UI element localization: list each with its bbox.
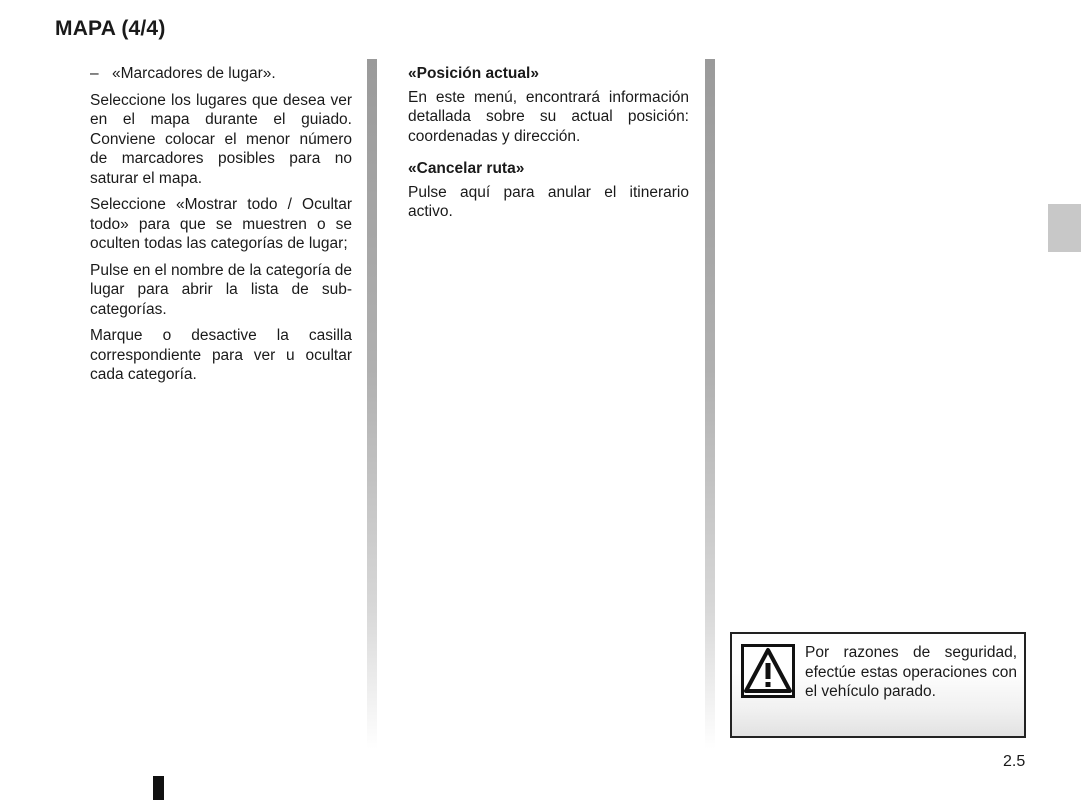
paragraph: Seleccione los lugares que desea ver en el mapa durante el guiado. Conviene colocar el menor número de marcadores posibles para no saturar el mapa. xyxy=(90,91,352,187)
section-text: En este menú, encontrará información detallada sobre su actual posición: coordenadas y dirección. xyxy=(408,88,689,145)
chapter-tab xyxy=(1048,204,1081,252)
paragraph: Pulse en el nombre de la categoría de lugar para abrir la lista de sub-categorías. xyxy=(90,261,352,318)
list-item xyxy=(90,64,352,84)
page-number: 2.5 xyxy=(1003,753,1026,770)
section-heading: «Cancelar ruta» xyxy=(408,160,525,177)
section-text: Pulse aquí para anular el itinerario activo. xyxy=(408,183,689,220)
crop-mark xyxy=(153,776,164,800)
warning-text: Por razones de seguridad, efectúe estas operaciones con el vehículo parado. xyxy=(805,644,1017,700)
paragraph: Marque o desactive la casilla correspondiente para ver u ocultar cada categoría. xyxy=(90,327,352,383)
page-title: MAPA (4/4) xyxy=(55,17,166,40)
left-column xyxy=(90,64,352,392)
section-heading: «Posición actual» xyxy=(408,65,539,82)
paragraph: Seleccione «Mostrar todo / Ocultar todo» para que se muestren o se oculten todas las categorías de lugar; xyxy=(90,196,352,252)
warning-box xyxy=(730,632,1026,738)
warning-triangle-icon xyxy=(741,644,795,698)
column-divider xyxy=(705,59,715,749)
list-item-text: «Marcadores de lugar». xyxy=(112,65,276,82)
middle-column xyxy=(408,64,689,235)
column-divider xyxy=(367,59,377,749)
list-dash: – xyxy=(90,65,99,82)
